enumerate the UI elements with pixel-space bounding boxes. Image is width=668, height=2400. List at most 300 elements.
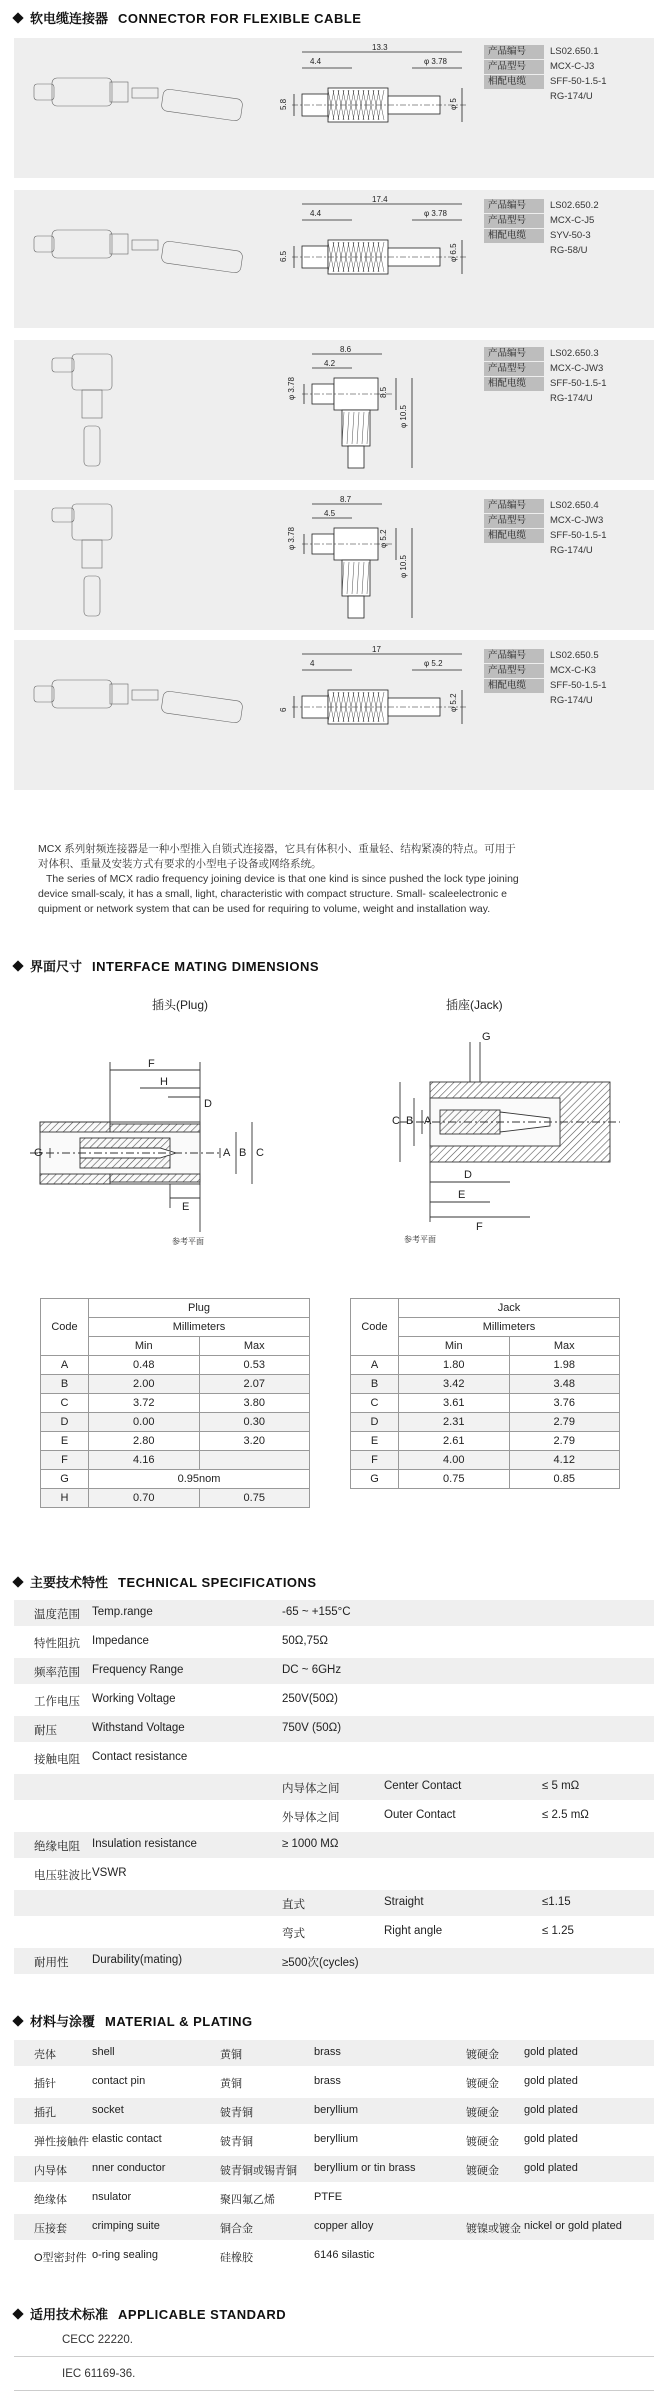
connector-dimension-drawing (272, 494, 482, 628)
plating-en: gold plated (524, 2133, 578, 2145)
table-cell-code: G (351, 1470, 399, 1489)
material-part-en: nner conductor (92, 2162, 166, 2174)
material-en: beryllium (314, 2133, 359, 2145)
product-field-label: 产品编号 (484, 499, 544, 513)
standard-section-heading: 适用技术标准 APPLICABLE STANDARD (14, 2304, 286, 2323)
diamond-bullet-icon (12, 2308, 23, 2319)
dimension-label: φ 3.78 (287, 527, 296, 550)
table-cell-min: 0.00 (89, 1413, 200, 1432)
product-field-label: 产品编号 (484, 199, 544, 213)
connector-dimension-drawing (272, 344, 482, 478)
product-card (14, 190, 654, 328)
spec-label-cn: 绝缘电阻 (34, 1841, 80, 1853)
table-cell-code: G (41, 1470, 89, 1489)
product-field-label: 相配电缆 (484, 229, 544, 243)
spec-label-cn: 耐压 (34, 1725, 57, 1737)
material-part-cn: 插针 (34, 2078, 56, 2090)
material-en: beryllium or tin brass (314, 2162, 416, 2174)
plating-en: gold plated (524, 2046, 578, 2058)
product-info-row (484, 648, 654, 663)
product-info-row (484, 528, 654, 543)
product-info (484, 648, 654, 708)
spec-label-cn: 接触电阻 (34, 1754, 80, 1766)
product-field-value: MCX-C-JW3 (550, 515, 604, 526)
spec-value: ≤ 5 mΩ (542, 1780, 580, 1792)
plug-dim-a: A (223, 1147, 231, 1159)
spec-row (14, 1948, 654, 1974)
dimension-label: 8.5 (379, 386, 388, 398)
material-row (14, 2127, 654, 2153)
product-field-label: 相配电缆 (484, 679, 544, 693)
material-en: 6146 silastic (314, 2249, 375, 2261)
spec-label-en: Contact resistance (92, 1751, 188, 1763)
material-cn: 铍青铜 (220, 2136, 253, 2148)
plug-label: 插头(Plug) (152, 998, 209, 1012)
spec-row (14, 1658, 654, 1684)
connector-dimension-drawing (272, 194, 482, 328)
table-row (351, 1451, 620, 1470)
jack-dim-c: C (392, 1115, 400, 1127)
table-cell-min: 0.70 (89, 1489, 200, 1508)
spec-sublabel-en: Straight (384, 1896, 424, 1908)
product-card (14, 490, 654, 630)
product-info-row (484, 213, 654, 228)
product-field-label: 相配电缆 (484, 75, 544, 89)
table-cell-code: B (41, 1375, 89, 1394)
jack-label: 插座(Jack) (446, 998, 503, 1012)
plug-dim-h: H (160, 1076, 168, 1088)
product-info-row (484, 59, 654, 74)
spec-label-en: Working Voltage (92, 1693, 176, 1705)
spec-label-cn: 温度范围 (34, 1609, 80, 1621)
table-cell-nominal: 0.95nom (89, 1470, 310, 1489)
plug-dim-f: F (148, 1058, 155, 1070)
spec-value: DC ~ 6GHz (282, 1664, 342, 1676)
diamond-bullet-icon (12, 12, 23, 23)
material-row (14, 2040, 654, 2066)
dimension-label: φ 10.5 (399, 405, 408, 428)
plating-en: nickel or gold plated (524, 2220, 622, 2232)
table-cell-min: 0.75 (399, 1470, 510, 1489)
connector-photo (22, 346, 262, 474)
product-info-row (484, 513, 654, 528)
material-cn: 铍青铜或锡青铜 (220, 2165, 297, 2177)
product-field-value: SYV-50-3 (550, 230, 591, 241)
material-part-cn: 绝缘体 (34, 2194, 67, 2206)
spec-value: ≤ 2.5 mΩ (542, 1809, 589, 1821)
material-part-en: shell (92, 2046, 115, 2058)
table-row (351, 1432, 620, 1451)
product-field-label: 产品编号 (484, 649, 544, 663)
product-field-label: 相配电缆 (484, 529, 544, 543)
diamond-bullet-icon (12, 2015, 23, 2026)
product-info-row (484, 243, 654, 258)
table-row (41, 1489, 310, 1508)
product-field-label: 产品型号 (484, 214, 544, 228)
material-row (14, 2185, 654, 2211)
material-part-en: crimping suite (92, 2220, 160, 2232)
product-field-value: LS02.650.5 (550, 650, 599, 661)
table-cell-max: 3.20 (199, 1432, 310, 1451)
plug-dimension-drawing (20, 1012, 330, 1252)
dimension-label: φ 10.5 (399, 555, 408, 578)
spec-sublabel-cn: 外导体之间 (282, 1812, 340, 1824)
dimension-label: 17.4 (372, 195, 388, 204)
dimension-label: 6.5 (279, 250, 288, 262)
table-row (351, 1375, 620, 1394)
table-cell-max (199, 1451, 310, 1470)
material-row (14, 2069, 654, 2095)
material-cn: 铍青铜 (220, 2107, 253, 2119)
product-field-label (484, 90, 544, 104)
product-field-value: SFF-50-1.5-1 (550, 680, 607, 691)
product-field-value: SFF-50-1.5-1 (550, 76, 607, 87)
product-info-row (484, 228, 654, 243)
connector-dimension-drawing (272, 42, 482, 176)
divider (14, 2390, 654, 2391)
dimension-label: 17 (372, 645, 381, 654)
product-card (14, 640, 654, 790)
table-cell-code: A (351, 1356, 399, 1375)
material-en: PTFE (314, 2191, 343, 2203)
table-cell-min: 4.00 (399, 1451, 510, 1470)
table-row (41, 1432, 310, 1451)
spec-row (14, 1629, 654, 1655)
product-info-row (484, 44, 654, 59)
table-cell-max: 0.30 (199, 1413, 310, 1432)
product-field-label: 相配电缆 (484, 377, 544, 391)
table-row (351, 1470, 620, 1489)
spec-label-en: Temp.range (92, 1606, 153, 1618)
product-field-value: RG-174/U (550, 695, 593, 706)
plating-en: gold plated (524, 2075, 578, 2087)
product-field-label (484, 392, 544, 406)
table-row (41, 1375, 310, 1394)
divider (14, 2356, 654, 2357)
spec-label-en: Insulation resistance (92, 1838, 197, 1850)
spec-value: 250V(50Ω) (282, 1693, 338, 1705)
material-en: brass (314, 2075, 341, 2087)
dimension-label: φ 3.78 (424, 209, 447, 218)
table-cell-code: E (351, 1432, 399, 1451)
spec-value: 750V (50Ω) (282, 1722, 342, 1734)
table-row (41, 1413, 310, 1432)
plating-en: gold plated (524, 2104, 578, 2116)
material-row (14, 2214, 654, 2240)
spec-row (14, 1774, 654, 1800)
table-row (351, 1356, 620, 1375)
product-info (484, 44, 654, 104)
tech-section-heading: 主要技术特性 TECHNICAL SPECIFICATIONS (14, 1572, 317, 1591)
spec-row (14, 1832, 654, 1858)
table-cell-max: 2.79 (509, 1432, 620, 1451)
spec-sublabel-en: Right angle (384, 1925, 443, 1937)
table-cell-max: 0.75 (199, 1489, 310, 1508)
dimension-label: φ 5.2 (424, 659, 443, 668)
product-field-value: RG-174/U (550, 91, 593, 102)
table-cell-max: 3.76 (509, 1394, 620, 1413)
product-field-label: 产品型号 (484, 362, 544, 376)
table-cell-code: D (41, 1413, 89, 1432)
connector-photo (22, 44, 262, 172)
spec-sublabel-en: Center Contact (384, 1780, 462, 1792)
spec-label-en: VSWR (92, 1867, 127, 1879)
spec-label-cn: 耐用性 (34, 1957, 69, 1969)
spec-row (14, 1687, 654, 1713)
plating-cn: 镀硬金 (466, 2078, 499, 2090)
table-cell-code: F (351, 1451, 399, 1470)
connector-photo (22, 496, 262, 624)
product-field-value: RG-58/U (550, 245, 588, 256)
jack-dim-g: G (482, 1031, 491, 1043)
dimension-label: 4.4 (310, 57, 322, 66)
material-part-cn: 壳体 (34, 2049, 56, 2061)
standard-item-1: CECC 22220. (62, 2334, 133, 2346)
jack-dim-f: F (476, 1221, 483, 1233)
diamond-bullet-icon (12, 1576, 23, 1587)
table-cell-max: 2.79 (509, 1413, 620, 1432)
table-row (351, 1413, 620, 1432)
table-cell-code: C (41, 1394, 89, 1413)
table-cell-min: 2.80 (89, 1432, 200, 1451)
plug-dimension-table: Code Plug Millimeters Min Max A 0.48 0.53 B 2.00 2.07 C 3.72 3.80 D 0.00 0.30 E 2.80 3.20 F 4.16 G 0.95nom H 0.70 0.75 (40, 1298, 310, 1508)
product-field-label (484, 694, 544, 708)
product-info-row (484, 678, 654, 693)
table-cell-max: 3.80 (199, 1394, 310, 1413)
product-info-row (484, 663, 654, 678)
product-field-label: 产品编号 (484, 45, 544, 59)
interface-section-heading: 界面尺寸 INTERFACE MATING DIMENSIONS (14, 956, 319, 975)
product-field-label: 产品编号 (484, 347, 544, 361)
spec-row (14, 1861, 654, 1887)
dimension-label: φ 6.5 (449, 243, 458, 262)
table-row (351, 1394, 620, 1413)
plug-ref-plane: 参考平面 (172, 1237, 204, 1246)
table-cell-code: A (41, 1356, 89, 1375)
jack-dim-b: B (406, 1115, 414, 1127)
dimension-label: 8.6 (340, 345, 352, 354)
product-info (484, 346, 654, 406)
spec-row (14, 1919, 654, 1945)
jack-dim-e: E (458, 1189, 466, 1201)
product-field-label: 产品型号 (484, 664, 544, 678)
plating-cn: 镀硬金 (466, 2049, 499, 2061)
material-en: brass (314, 2046, 341, 2058)
dimension-label: 4.4 (310, 209, 322, 218)
table-row (41, 1356, 310, 1375)
spec-row (14, 1803, 654, 1829)
material-section-heading: 材料与涂覆 MATERIAL & PLATING (14, 2011, 253, 2030)
spec-sublabel-cn: 直式 (282, 1899, 305, 1911)
jack-dim-a: A (424, 1115, 432, 1127)
jack-dim-d: D (464, 1169, 472, 1181)
table-cell-code: D (351, 1413, 399, 1432)
spec-sublabel-en: Outer Contact (384, 1809, 456, 1821)
product-info (484, 198, 654, 258)
dimension-label: φ 5 (449, 98, 458, 110)
spec-label-cn: 工作电压 (34, 1696, 80, 1708)
product-info-row (484, 498, 654, 513)
table-cell-code: F (41, 1451, 89, 1470)
table-cell-min: 0.48 (89, 1356, 200, 1375)
plating-cn: 镀镍或镀金 (466, 2223, 521, 2235)
product-field-value: MCX-C-JW3 (550, 363, 604, 374)
product-field-value: LS02.650.1 (550, 46, 599, 57)
table-cell-min: 3.42 (399, 1375, 510, 1394)
product-info-row (484, 543, 654, 558)
product-field-label (484, 544, 544, 558)
product-field-label: 产品型号 (484, 514, 544, 528)
table-cell-min: 1.80 (399, 1356, 510, 1375)
material-part-cn: 插孔 (34, 2107, 56, 2119)
intro-paragraph: MCX 系列射频连接器是一种小型推入自锁式连接器，它具有体积小、重量轻、结构紧凑的特点。可用于 对体积、重量及安装方式有要求的小型电子设备或网络系统。 The series of MCX radio frequency joining device is that one kind is since pushed the lock type joining device small-scaly, it has a small, light, characteristic with compact structure. Small- scaleelectronic e quipment or network system that can be used for requiring to volume, weight and installation way. (38, 843, 519, 915)
dimension-label: φ 3.78 (424, 57, 447, 66)
table-cell-max: 2.07 (199, 1375, 310, 1394)
standard-item-2: IEC 61169-36. (62, 2368, 136, 2380)
product-info-row (484, 346, 654, 361)
table-cell-code: H (41, 1489, 89, 1508)
spec-label-en: Frequency Range (92, 1664, 184, 1676)
plating-cn: 镀硬金 (466, 2136, 499, 2148)
spec-label-cn: 频率范围 (34, 1667, 80, 1679)
dimension-label: 8.7 (340, 495, 352, 504)
table-cell-max: 1.98 (509, 1356, 620, 1375)
table-cell-max: 0.85 (509, 1470, 620, 1489)
spec-label-cn: 电压驻波比 (34, 1870, 92, 1882)
material-cn: 铜合金 (220, 2223, 253, 2235)
dimension-label: φ 5.2 (449, 693, 458, 712)
dimension-label: φ 3.78 (287, 377, 296, 400)
material-part-cn: 弹性接触件 (34, 2136, 89, 2148)
dimension-label: 6 (279, 707, 288, 712)
spec-label-en: Impedance (92, 1635, 149, 1647)
product-card (14, 340, 654, 480)
material-cn: 硅橡胶 (220, 2252, 253, 2264)
jack-ref-plane: 参考平面 (404, 1235, 436, 1244)
material-cn: 黄铜 (220, 2078, 242, 2090)
product-field-value: LS02.650.4 (550, 500, 599, 511)
plug-dim-d: D (204, 1098, 212, 1110)
connector-section-heading: 软电缆连接器 CONNECTOR FOR FLEXIBLE CABLE (14, 8, 361, 27)
product-info-row (484, 693, 654, 708)
dimension-label: 13.3 (372, 43, 388, 52)
product-field-label: 产品型号 (484, 60, 544, 74)
dimension-label: 4 (310, 659, 315, 668)
plating-en: gold plated (524, 2162, 578, 2174)
table-cell-code: C (351, 1394, 399, 1413)
product-field-value: MCX-C-K3 (550, 665, 596, 676)
spec-label-cn: 特性阻抗 (34, 1638, 80, 1650)
material-part-en: socket (92, 2104, 124, 2116)
material-part-cn: 内导体 (34, 2165, 67, 2177)
product-field-value: MCX-C-J3 (550, 61, 595, 72)
material-en: beryllium (314, 2104, 359, 2116)
product-info (484, 498, 654, 558)
spec-value: ≥ 1000 MΩ (282, 1838, 339, 1850)
product-field-label (484, 244, 544, 258)
jack-dimension-drawing (340, 1012, 650, 1252)
dimension-label: 4.5 (324, 509, 336, 518)
plating-cn: 镀硬金 (466, 2165, 499, 2177)
material-row (14, 2156, 654, 2182)
spec-sublabel-cn: 内导体之间 (282, 1783, 340, 1795)
product-info-row (484, 376, 654, 391)
diamond-bullet-icon (12, 960, 23, 971)
table-row (41, 1470, 310, 1489)
table-cell-min: 3.61 (399, 1394, 510, 1413)
product-field-value: MCX-C-J5 (550, 215, 595, 226)
spec-label-en: Withstand Voltage (92, 1722, 185, 1734)
dimension-label: φ 5.2 (379, 529, 388, 548)
material-part-en: nsulator (92, 2191, 132, 2203)
table-cell-min: 4.16 (89, 1451, 200, 1470)
spec-sublabel-cn: 弯式 (282, 1928, 305, 1940)
product-info-row (484, 361, 654, 376)
table-cell-max: 3.48 (509, 1375, 620, 1394)
plug-dim-e: E (182, 1201, 190, 1213)
spec-row (14, 1716, 654, 1742)
connector-photo (22, 196, 262, 324)
material-part-en: o-ring sealing (92, 2249, 159, 2261)
connector-photo (22, 646, 262, 774)
product-field-value: SFF-50-1.5-1 (550, 378, 607, 389)
material-part-en: contact pin (92, 2075, 146, 2087)
dimension-label: 4.2 (324, 359, 336, 368)
spec-value: ≤ 1.25 (542, 1925, 574, 1937)
spec-row (14, 1745, 654, 1771)
table-cell-max: 0.53 (199, 1356, 310, 1375)
table-row (41, 1451, 310, 1470)
product-info-row (484, 74, 654, 89)
spec-value: 50Ω,75Ω (282, 1635, 328, 1647)
spec-row (14, 1600, 654, 1626)
material-row (14, 2098, 654, 2124)
jack-dimension-table: Code Jack Millimeters Min Max A 1.80 1.98 B 3.42 3.48 C 3.61 3.76 D 2.31 2.79 E 2.61 2.79 F 4.00 4.12 G 0.75 0.85 (350, 1298, 620, 1489)
spec-value: ≥500次(cycles) (282, 1957, 359, 1969)
material-part-en: elastic contact (92, 2133, 162, 2145)
dimension-label: 5.8 (279, 98, 288, 110)
table-cell-max: 4.12 (509, 1451, 620, 1470)
product-field-value: SFF-50-1.5-1 (550, 530, 607, 541)
spec-value: -65 ~ +155°C (282, 1606, 351, 1618)
material-cn: 黄铜 (220, 2049, 242, 2061)
table-cell-min: 2.31 (399, 1413, 510, 1432)
spec-row (14, 1890, 654, 1916)
plug-dim-c: C (256, 1147, 264, 1159)
material-part-cn: 压接套 (34, 2223, 67, 2235)
table-cell-code: E (41, 1432, 89, 1451)
material-row (14, 2243, 654, 2269)
table-cell-min: 2.00 (89, 1375, 200, 1394)
plug-dim-g: G (34, 1147, 43, 1159)
table-row (41, 1394, 310, 1413)
plating-cn: 镀硬金 (466, 2107, 499, 2119)
product-field-value: LS02.650.3 (550, 348, 599, 359)
connector-dimension-drawing (272, 644, 482, 778)
product-card (14, 38, 654, 178)
table-cell-min: 3.72 (89, 1394, 200, 1413)
product-field-value: RG-174/U (550, 545, 593, 556)
product-info-row (484, 391, 654, 406)
spec-value: ≤1.15 (542, 1896, 571, 1908)
material-cn: 聚四氟乙烯 (220, 2194, 275, 2206)
product-field-value: RG-174/U (550, 393, 593, 404)
table-cell-code: B (351, 1375, 399, 1394)
spec-label-en: Durability(mating) (92, 1954, 183, 1966)
plug-dim-b: B (239, 1147, 247, 1159)
product-field-value: LS02.650.2 (550, 200, 599, 211)
table-cell-min: 2.61 (399, 1432, 510, 1451)
